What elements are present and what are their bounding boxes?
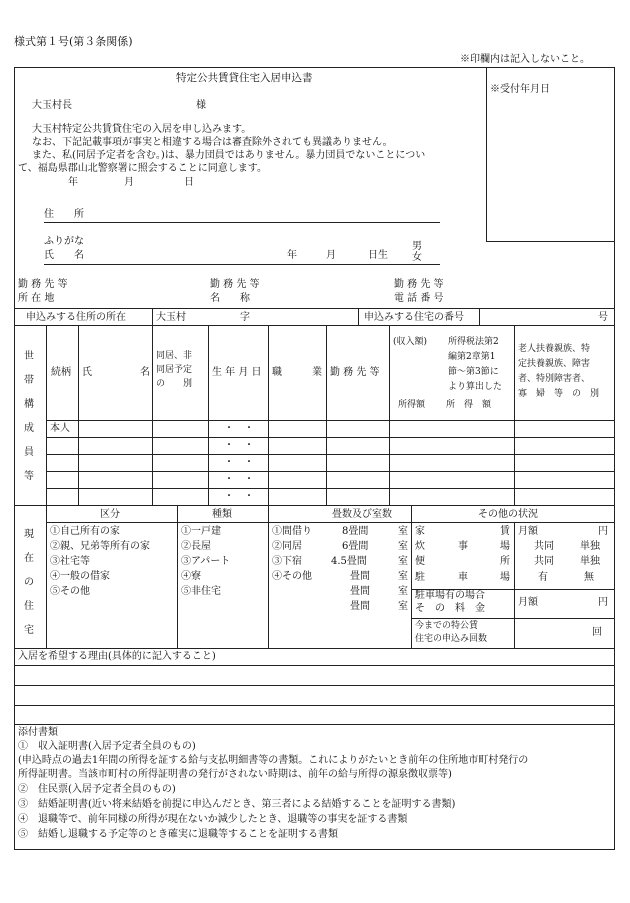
- room-size: 6畳間: [342, 541, 369, 552]
- applied-number-go: 号: [598, 312, 608, 323]
- toilet-label-1: 便: [415, 556, 425, 567]
- page-title: 特定公共賃貸住宅入居申込書: [176, 72, 313, 84]
- employer-phone-label-1: 勤 務 先 等: [394, 279, 444, 290]
- kubun-option[interactable]: ④一般の借家: [50, 571, 110, 582]
- parking-label-3: 場: [500, 572, 510, 583]
- attachment-item-2: ② 住民票(入居予定者全員のもの): [18, 784, 176, 795]
- date-day[interactable]: 日: [184, 177, 194, 188]
- household-relation-self: 本人: [50, 423, 70, 434]
- birth-year[interactable]: 年: [287, 250, 297, 261]
- employer-address-label-1: 勤 務 先 等: [18, 279, 68, 290]
- room-size: 畳間: [350, 601, 370, 612]
- room-size: 8畳間: [342, 526, 369, 537]
- application-body-2: なお、下記記載事項が事実と相違する場合は審査除外されても異議ありません。: [32, 137, 393, 148]
- applied-number-label: 申込みする住宅の番号: [364, 312, 464, 323]
- current-housing-side-char: 住: [24, 601, 34, 612]
- date-month[interactable]: 月: [124, 177, 134, 188]
- col-cohabit-3: の 別: [156, 379, 193, 389]
- room-unit: 室: [398, 586, 408, 597]
- col-name-1: 氏: [82, 367, 92, 378]
- room-size: 4.5畳間: [331, 556, 367, 567]
- attachment-item-1: ① 収入証明書(入居予定者全員のもの): [18, 741, 196, 752]
- sex-female[interactable]: 女: [412, 252, 422, 263]
- employer-name-label-2: 名 称: [210, 293, 250, 304]
- birth-day[interactable]: 日生: [368, 250, 388, 261]
- shurui-option[interactable]: ⑤非住宅: [181, 586, 221, 597]
- parking-none[interactable]: 無: [584, 572, 594, 583]
- col-cohabit-2: 同居予定: [156, 365, 193, 375]
- col-income-rule-4: より算出した: [448, 382, 503, 392]
- current-housing-side-char: の: [24, 577, 34, 588]
- attachments-title: 添付書類: [18, 727, 58, 738]
- reason-label: 入居を希望する理由(具体的に記入すること): [18, 651, 216, 662]
- addressee: 大玉村長: [32, 100, 72, 111]
- employer-phone-label-2: 電 話 番 号: [394, 293, 444, 304]
- rent-yen: 円: [598, 526, 608, 537]
- mado-option[interactable]: ②同居: [272, 541, 302, 552]
- household-side-char: 帯: [24, 375, 34, 386]
- col-income-amount: (収入額): [393, 337, 428, 347]
- receipt-label: ※受付年月日: [490, 84, 550, 95]
- current-housing-side-char: 現: [24, 529, 34, 540]
- room-size: 畳間: [350, 586, 370, 597]
- attachment-item-4: ④ 退職等で、前年同様の所得が現在ないか減少したとき、退職等の事実を証する書類: [18, 814, 408, 825]
- kitchen-label-3: 場: [500, 541, 510, 552]
- col-income-foot-2: 所 得 額: [446, 400, 492, 410]
- birth-dots: ・ ・: [224, 440, 254, 451]
- household-side-char: 成: [24, 423, 34, 434]
- furigana-label: ふりがな: [44, 236, 84, 247]
- applied-aza: 字: [240, 312, 250, 323]
- col-name-2: 名: [140, 367, 150, 378]
- previous-apps-label-1: 今までの特公賃: [415, 621, 479, 631]
- col-relation: 続柄: [51, 367, 71, 378]
- shurui-header: 種類: [212, 509, 232, 520]
- applied-address-label: 申込みする住所の所在: [26, 312, 126, 323]
- col-cohabit-1: 同居、非: [156, 351, 193, 361]
- room-unit: 室: [398, 526, 408, 537]
- previous-apps-times: 回: [592, 627, 602, 638]
- kubun-option[interactable]: ③社宅等: [50, 556, 90, 567]
- room-unit: 室: [398, 601, 408, 612]
- application-body-1: 大玉村特定公共賃貸住宅の入居を申し込みます。: [32, 124, 252, 135]
- col-birth: 生 年 月 日: [212, 367, 262, 378]
- kubun-option[interactable]: ①自己所有の家: [50, 526, 120, 537]
- current-housing-side-char: 在: [24, 553, 34, 564]
- col-dependents-1: 老人扶養親族、特: [518, 344, 591, 354]
- kitchen-label-2: 事: [458, 541, 468, 552]
- rent-monthly: 月額: [518, 526, 538, 537]
- kitchen-private[interactable]: 単独: [580, 541, 600, 552]
- kubun-option[interactable]: ⑤その他: [50, 586, 90, 597]
- col-income-rule-3: 節～第3節に: [448, 367, 499, 377]
- applied-village: 大玉村: [156, 312, 186, 323]
- household-side-char: 世: [24, 351, 34, 362]
- rooms-header: 畳数及び室数: [332, 509, 392, 520]
- shurui-option[interactable]: ③アパート: [181, 556, 231, 567]
- other-status-header: その他の状況: [478, 509, 538, 520]
- employer-name-label-1: 勤 務 先 等: [210, 279, 260, 290]
- room-unit: 室: [398, 556, 408, 567]
- application-body-4: て、福島県郡山北警察署に照会することに同意します。: [18, 163, 267, 174]
- mado-option[interactable]: ③下宿: [272, 556, 302, 567]
- birth-month[interactable]: 月: [326, 250, 336, 261]
- shurui-option[interactable]: ①一戸建: [181, 526, 221, 537]
- birth-dots: ・ ・: [224, 474, 254, 485]
- col-income-foot-1: 所得額: [398, 400, 426, 410]
- parking-exist[interactable]: 有: [538, 572, 548, 583]
- toilet-shared[interactable]: 共同: [534, 556, 554, 567]
- birth-dots: ・ ・: [224, 491, 254, 502]
- addressee-sama: 様: [196, 100, 206, 111]
- col-dependents-4: 寡 婦 等 の 別: [518, 389, 600, 399]
- attachment-item-3: ③ 結婚証明書(近い将来結婚を前提に申込んだとき、第三者による結婚することを証明する書類): [18, 799, 456, 810]
- birth-dots: ・ ・: [224, 457, 254, 468]
- birth-dots: ・ ・: [224, 423, 254, 434]
- room-unit: 室: [398, 541, 408, 552]
- application-body-3: また、私(同居予定者を含む。)は、暴力団員ではありません。暴力団員でないことについ: [32, 150, 426, 161]
- mado-option[interactable]: ④その他: [272, 571, 312, 582]
- current-housing-side-char: 宅: [24, 625, 34, 636]
- parking-label-1: 駐: [415, 572, 425, 583]
- parking-yen: 円: [598, 597, 608, 608]
- col-job-1: 職: [272, 367, 282, 378]
- parking-label-2: 車: [458, 572, 468, 583]
- room-unit: 室: [398, 571, 408, 582]
- form-note: ※印欄内は記入しないこと。: [460, 54, 590, 65]
- attachment-item-5: ⑤ 結婚し退職する予定等のとき確実に退職等することを証明する書類: [18, 829, 338, 840]
- col-workplace: 勤 務 先 等: [330, 367, 380, 378]
- room-size: 畳間: [350, 571, 370, 582]
- kitchen-label-1: 炊: [415, 541, 425, 552]
- rent-label-2: 賃: [500, 526, 510, 537]
- name-label: 氏 名: [44, 250, 84, 261]
- kubun-option[interactable]: ②親、兄弟等所有の家: [50, 541, 150, 552]
- shurui-option[interactable]: ②長屋: [181, 541, 211, 552]
- col-job-2: 業: [312, 367, 322, 378]
- attachment-item-1-note-2: 所得証明書。当該市町村の所得証明書の発行がされない時期は、前年の給与所得の源泉徴収票等): [18, 769, 452, 780]
- parking-fee-label-2: そ の 料 金: [415, 603, 485, 614]
- shurui-option[interactable]: ④寮: [181, 571, 201, 582]
- kubun-header: 区分: [100, 509, 120, 520]
- parking-fee-label-1: 駐車場有の場合: [415, 590, 485, 601]
- mado-option[interactable]: ①間借り: [272, 526, 312, 537]
- col-income-rule-2: 編第2章第1: [448, 352, 496, 362]
- col-dependents-2: 定扶養親族、障害: [518, 359, 591, 369]
- household-side-char: 構: [24, 399, 34, 410]
- sex-male[interactable]: 男: [412, 241, 422, 252]
- parking-monthly: 月額: [518, 597, 538, 608]
- toilet-label-2: 所: [500, 556, 510, 567]
- attachment-item-1-note-1: (申込時点の過去1年間の所得を証する給与支払明細書等の書類。これによりがたいとき前年の住所地市町村発行の: [18, 755, 529, 766]
- household-side-char: 等: [24, 471, 34, 482]
- previous-apps-label-2: 住宅の申込み回数: [415, 634, 488, 644]
- col-income-rule-1: 所得税法第2: [448, 337, 499, 347]
- household-side-char: 員: [24, 447, 34, 458]
- employer-address-label-2: 所 在 地: [18, 293, 55, 304]
- col-dependents-3: 者、特別障害者、: [518, 374, 591, 384]
- form-number: 様式第１号(第３条関係): [14, 35, 133, 48]
- rent-label-1: 家: [415, 526, 425, 537]
- toilet-private[interactable]: 単独: [580, 556, 600, 567]
- kitchen-shared[interactable]: 共同: [534, 541, 554, 552]
- address-label: 住 所: [44, 209, 84, 220]
- date-year[interactable]: 年: [68, 177, 78, 188]
